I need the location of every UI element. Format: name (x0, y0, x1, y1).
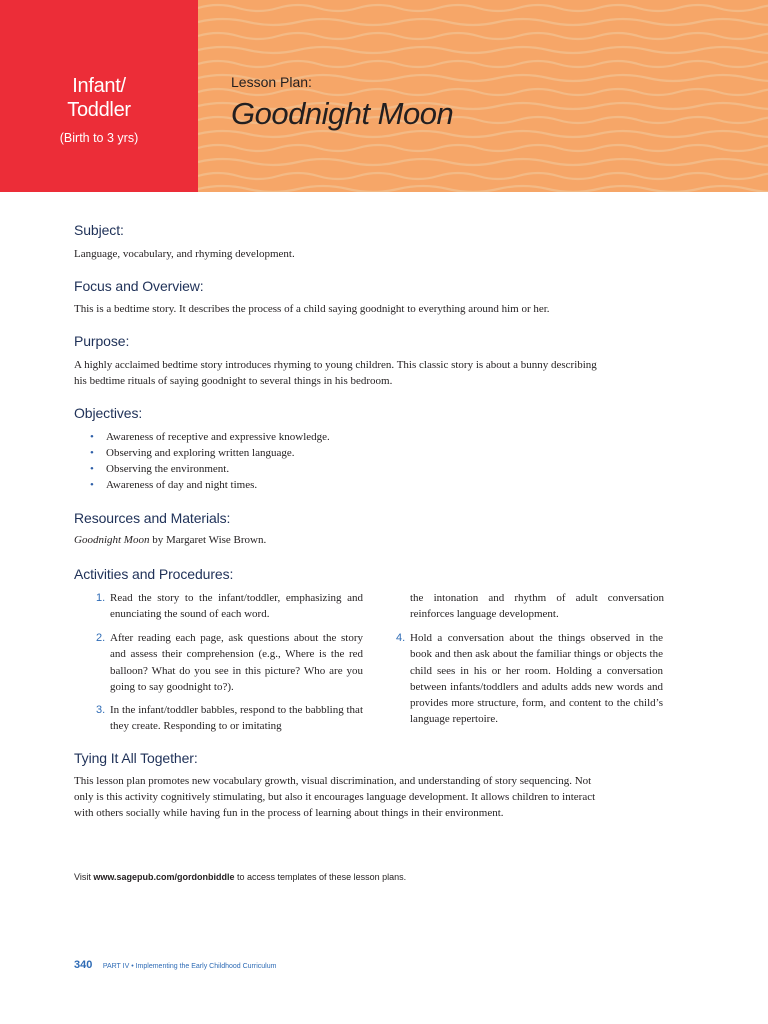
page-footer (74, 955, 276, 973)
focus-text: This is a bedtime story. It describes the process of a child saying goodnight to everything around him or her. (74, 303, 550, 315)
tying-text-line1: This lesson plan promotes new vocabulary growth, visual discrimination, and understanding of story sequencing. Not (74, 775, 592, 787)
part-label: PART IV • Implementing the Early Childhood Curriculum (102, 963, 277, 970)
resources-text (74, 532, 674, 549)
purpose-text-line1: A highly acclaimed bedtime story introduces rhyming to young children. This classic story is about a bunny describing (74, 359, 597, 371)
objectives-list (90, 429, 330, 493)
tying-heading: Tying It All Together: (74, 750, 198, 766)
bullet-icon: • (90, 447, 94, 459)
purpose-text-line2: his bedtime rituals of saying goodnight to several things in his bedroom. (74, 375, 393, 387)
tying-text-line3: with others socially while having fun in the process of learning about things in their environment. (74, 807, 504, 819)
age-group-line2: Toddler (67, 99, 131, 121)
lesson-plan-label: Lesson Plan: (231, 74, 312, 90)
step-number: 4. (396, 632, 406, 644)
visit-line: Visit www.sagepub.com/gordonbiddle to access templates of these lesson plans. (74, 872, 407, 882)
tying-text-line2: only is this activity cognitively stimulating, but also it encourages language development. It allows children to interact (74, 791, 596, 803)
bullet-icon: • (90, 479, 94, 491)
age-range: (Birth to 3 yrs) (59, 131, 139, 145)
step-number: 3. (96, 704, 106, 716)
bullet-icon: • (90, 463, 94, 475)
step-number: 2. (96, 632, 106, 644)
age-group-box (0, 0, 198, 192)
activity-step-3-continued: the intonation and rhythm of adult conversation reinforces language development. (410, 592, 664, 621)
page-header (0, 0, 768, 192)
subject-text: Language, vocabulary, and rhyming development. (74, 248, 295, 260)
page-number: 340 (74, 959, 93, 971)
step-text: In the infant/toddler babbles, respond to the babbling that they create. Responding to or imitating (110, 704, 363, 733)
book-title: Goodnight Moon (74, 534, 150, 546)
resources-heading: Resources and Materials: (74, 510, 231, 526)
subject-heading: Subject: (74, 222, 124, 238)
objectives-heading: Objectives: (74, 405, 143, 421)
step-number: 1. (96, 592, 106, 604)
step-text: Read the story to the infant/toddler, emphasizing and enunciating the sound of each word. (110, 592, 363, 621)
step-text: Hold a conversation about the things observed in the book and then ask about the familiar things or objects the child sees in his or her room. Holding a conversation between infants/toddlers and adults adds new words and provides more structure, form, and content to the child’s language repertoire. (410, 632, 663, 726)
age-group-line1: Infant/ (72, 75, 126, 97)
bullet-icon: • (90, 431, 94, 443)
lesson-plan-title: Goodnight Moon (231, 96, 454, 131)
sagepub-link[interactable]: www.sagepub.com/gordonbiddle (93, 872, 235, 882)
list-item: • Awareness of receptive and expressive knowledge. (90, 431, 330, 443)
list-item: • Observing and exploring written language. (90, 447, 295, 459)
focus-heading: Focus and Overview: (74, 278, 204, 294)
purpose-heading: Purpose: (74, 333, 130, 349)
list-item: • Awareness of day and night times. (90, 479, 258, 491)
book-author: by Margaret Wise Brown. (149, 534, 267, 546)
activities-heading: Activities and Procedures: (74, 566, 234, 582)
list-item: • Observing the environment. (90, 463, 230, 475)
step-text: After reading each page, ask questions about the story and assess their comprehension (e.g., Where is the red balloon? What do you see in this picture? Who are you going to say goodnight to?). (110, 632, 363, 693)
